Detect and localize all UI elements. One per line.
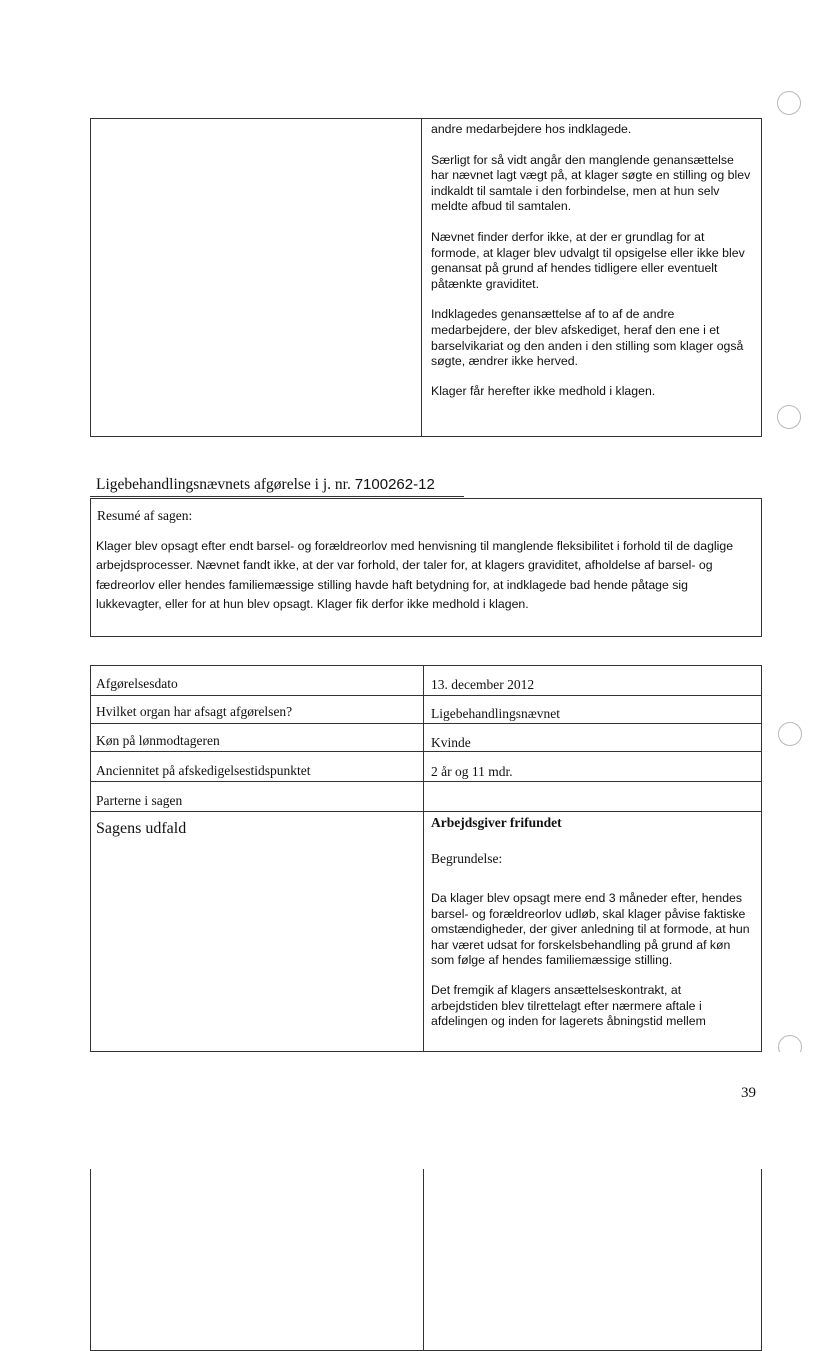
resume-text: Klager blev opsagt efter endt barsel- og forældreorlov med henvisning til manglende fleksibilitet i forhold til de daglige arbejdsprocesser. Nævnet fandt ikke, at der var forhold, der taler for, at klagers graviditet, afholdelse af barsel- og fædreorlov eller hendes familiemæssige stilling havde haft betydning for, at indklagede bad hende påtage sig lukkevagter, eller for at hun blev opsagt. Klager fik derfor ikke medhold i klagen.	[96, 539, 734, 612]
page-bottom-margin	[0, 1052, 828, 1169]
section-title-text: Ligebehandlingsnævnets afgørelse i j. nr.	[96, 476, 351, 493]
outcome-heading: Arbejdsgiver frifundet	[431, 815, 562, 830]
paragraph: Særligt for så vidt angår den manglende genansættelse har nævnet lagt vægt på, at klager søgte en stilling og blev indkaldt til samtale i den forbindelse, men at hun selv meldte afbud til samtalen.	[431, 152, 751, 214]
row-value-seniority: 2 år og 11 mdr.	[431, 764, 513, 779]
row-label-seniority: Anciennitet på afskedigelsestidspunktet	[96, 763, 311, 778]
punch-hole	[778, 722, 802, 746]
paragraph: Indklagedes genansættelse af to af de andre medarbejdere, der blev afskediget, heraf den ene i et barselvikariat og den anden i den stilling som klager også søgte, ændrer ikke herved.	[431, 307, 744, 369]
row-divider	[91, 781, 761, 782]
paragraph: Klager får herefter ikke medhold i klagen.	[431, 383, 656, 398]
row-divider	[91, 695, 761, 696]
resume-heading: Resumé af sagen:	[97, 508, 193, 523]
row-value-gender: Kvinde	[431, 735, 471, 750]
table-bottom-edge	[90, 1051, 762, 1052]
column-divider	[423, 666, 424, 1350]
punch-hole	[777, 405, 801, 429]
row-label-date: Afgørelsesdato	[96, 676, 178, 691]
paragraph: Det fremgik af klagers ansættelseskontrakt, at arbejdstiden blev tilrettelagt efter nærmere aftale i afdelingen og inden for lagerets åbningstid mellem	[431, 982, 706, 1029]
reasoning-label: Begrundelse:	[431, 851, 503, 866]
page-number: 39	[741, 1085, 756, 1101]
punch-hole	[777, 91, 801, 115]
row-label-parties: Parterne i sagen	[96, 793, 183, 808]
row-value-date: 13. december 2012	[431, 677, 535, 692]
case-number: 7100262-12	[354, 476, 435, 493]
section-title	[96, 476, 435, 494]
reasoning-text	[431, 891, 751, 1044]
continuation-cell	[431, 122, 753, 414]
paragraph: andre medarbejdere hos indklagede.	[431, 122, 632, 136]
row-divider	[91, 811, 761, 812]
row-label-outcome: Sagens udfald	[96, 820, 187, 837]
paragraph: Nævnet finder derfor ikke, at der er grundlag for at formode, at klager blev udvalgt til opsigelse eller ikke blev genansat på grund af hendes tidligere eller eventuelt påtænkte graviditet.	[431, 229, 745, 291]
row-label-organ: Hvilket organ har afsagt afgørelsen?	[96, 704, 293, 719]
column-divider	[421, 119, 422, 436]
row-label-gender: Køn på lønmodtageren	[96, 733, 220, 748]
row-value-organ: Ligebehandlingsnævnet	[431, 706, 560, 721]
row-divider	[91, 723, 761, 724]
row-divider	[91, 751, 761, 752]
paragraph: Da klager blev opsagt mere end 3 måneder efter, hendes barsel- og forældreorlov udløb, skal klager påvise faktiske omstændigheder, der giver anledning til at formode, at hun har været udsat for forskelsbehandling på grund af køn som følge af hendes familiemæssige stilling.	[431, 891, 750, 968]
section-underline	[90, 496, 464, 497]
continuation-table	[90, 118, 762, 437]
